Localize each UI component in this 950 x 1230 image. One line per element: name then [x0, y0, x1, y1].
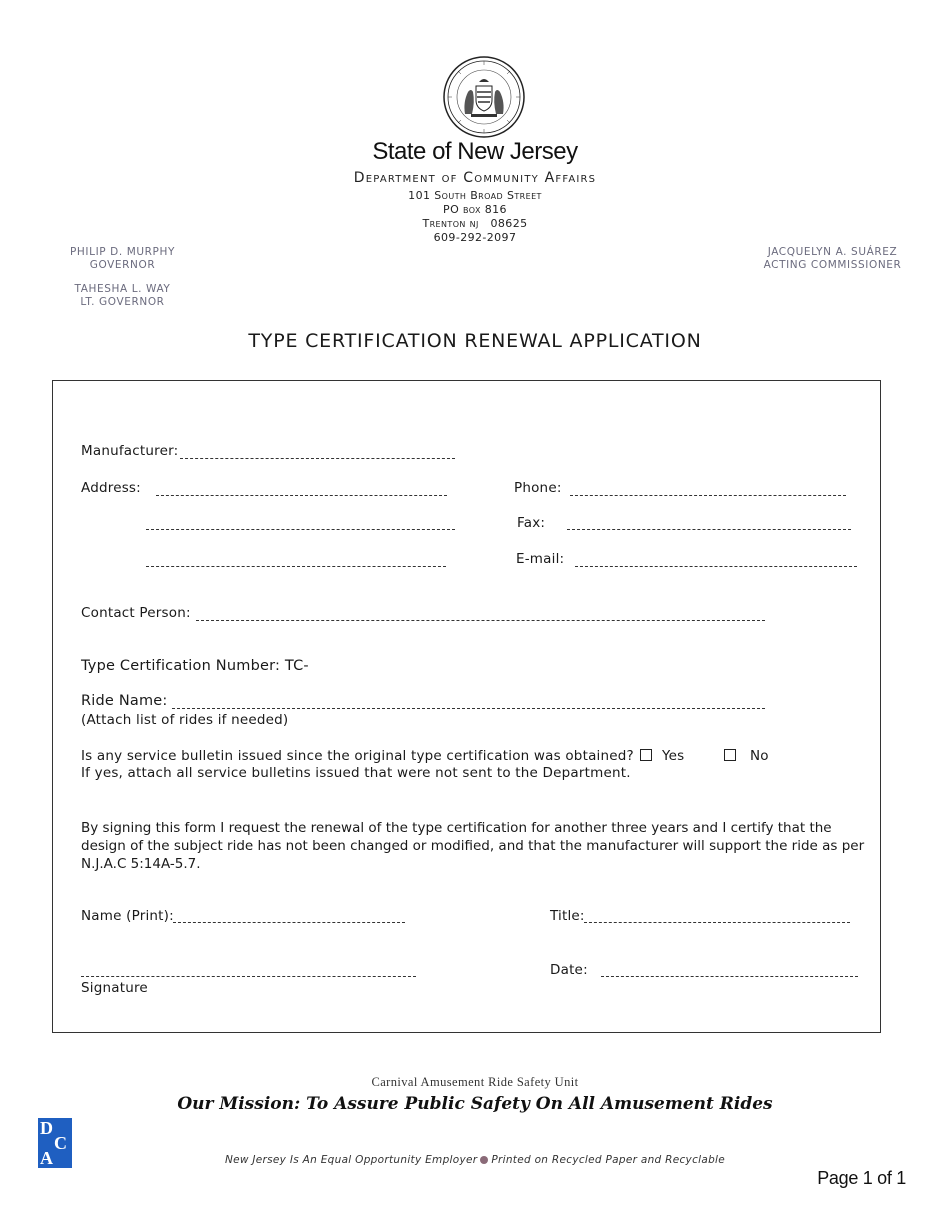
lt-governor-block [50, 283, 195, 309]
bullet-dot-icon [480, 1156, 488, 1164]
governor-title: GOVERNOR [89, 259, 156, 271]
state-title: State of New Jersey [372, 138, 578, 165]
address-phone: 609-292-2097 [433, 231, 517, 244]
signature-label: Signature [81, 980, 148, 996]
lt-governor-name: TAHESHA L. WAY [74, 283, 171, 295]
address-po-box: PO box 816 [443, 203, 507, 216]
email-label: E-mail: [516, 551, 565, 567]
page-number: Page 1 of 1 [817, 1168, 906, 1188]
dca-logo-letter-c: C [54, 1133, 67, 1153]
signature-field[interactable] [81, 976, 416, 977]
equal-opportunity-text: New Jersey Is An Equal Opportunity Employer [224, 1154, 478, 1166]
bulletin-note: If yes, attach all service bulletins issued that were not sent to the Department. [81, 765, 631, 781]
ride-name-label: Ride Name: [81, 693, 168, 709]
form-frame [52, 380, 881, 1033]
footer-notice [0, 1154, 950, 1166]
fax-label: Fax: [517, 515, 546, 531]
no-checkbox[interactable] [724, 749, 736, 761]
commissioner-title: ACTING COMMISSIONER [763, 259, 902, 271]
address-line-1-field[interactable] [156, 495, 447, 496]
email-field[interactable] [575, 566, 857, 567]
contact-person-field[interactable] [196, 620, 765, 621]
bulletin-question: Is any service bulletin issued since the original type certification was obtained? [81, 748, 634, 764]
safety-unit-name: Carnival Amusement Ride Safety Unit [371, 1075, 579, 1089]
address-line-3-field[interactable] [146, 566, 446, 567]
yes-label: Yes [662, 748, 685, 764]
address-city: Trenton nj 08625 [422, 217, 528, 230]
state-seal-icon [443, 56, 525, 138]
recycled-text: Printed on Recycled Paper and Recyclable [491, 1154, 726, 1166]
form-title: TYPE CERTIFICATION RENEWAL APPLICATION [248, 330, 702, 352]
title-field[interactable] [584, 922, 850, 923]
dca-logo-letter-a: A [40, 1148, 53, 1168]
governor-block [50, 246, 195, 272]
date-field[interactable] [601, 976, 858, 977]
fax-field[interactable] [567, 529, 851, 530]
commissioner-name: JACQUELYN A. SUÁREZ [767, 246, 898, 258]
ride-name-note: (Attach list of rides if needed) [81, 712, 289, 728]
address-line-2-field[interactable] [146, 529, 455, 530]
yes-checkbox[interactable] [640, 749, 652, 761]
tc-number-label: Type Certification Number: TC- [81, 658, 309, 674]
manufacturer-label: Manufacturer: [81, 443, 179, 459]
no-label: No [750, 748, 769, 764]
address-label: Address: [81, 480, 141, 496]
certification-statement: By signing this form I request the renewal of the type certification for another three years and I certify that the design of the subject ride has not been changed or modified, and that the manufacturer will support the ride as per N.J.A.C 5:14A-5.7. [81, 820, 865, 872]
lt-governor-title: LT. GOVERNOR [80, 296, 165, 308]
mission-statement: Our Mission: To Assure Public Safety On All Amusement Rides [177, 1094, 773, 1114]
phone-label: Phone: [514, 480, 562, 496]
name-print-field[interactable] [173, 922, 405, 923]
manufacturer-field[interactable] [180, 458, 455, 459]
phone-field[interactable] [570, 495, 846, 496]
title-label: Title: [550, 908, 585, 924]
dca-logo-letter-d: D [40, 1118, 53, 1138]
contact-person-label: Contact Person: [81, 605, 191, 621]
ride-name-field[interactable] [172, 708, 765, 709]
governor-name: PHILIP D. MURPHY [70, 246, 175, 258]
address-street: 101 South Broad Street [408, 189, 542, 202]
department-name: Department of Community Affairs [353, 170, 597, 186]
date-label: Date: [550, 962, 588, 978]
name-print-label: Name (Print): [81, 908, 174, 924]
commissioner-block [740, 246, 925, 272]
